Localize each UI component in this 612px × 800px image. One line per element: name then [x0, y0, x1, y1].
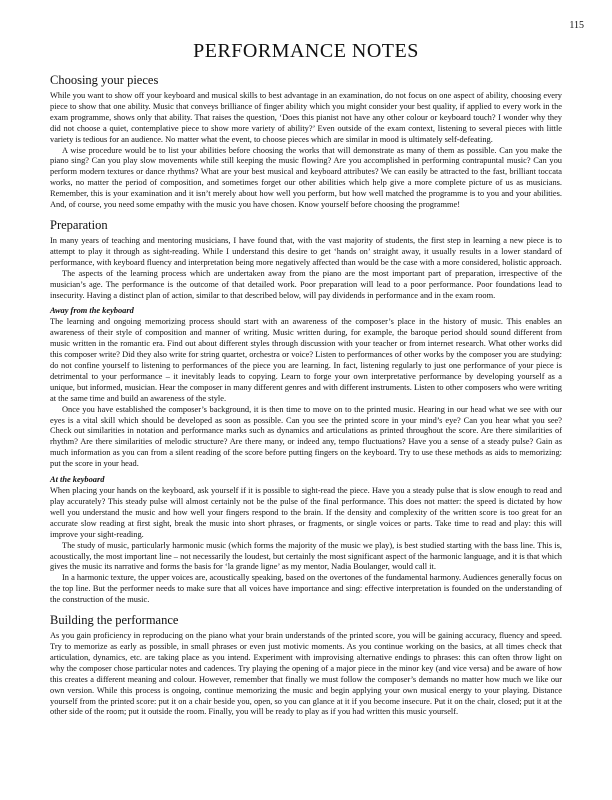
paragraph: As you gain proficiency in reproducing on the piano what your brain understands of the printed score, you will be gaining accuracy, fluency and speed. Try to memorize as early as possible, in small phrases or even just motivic moments. As you continue working on the basics, at all times check that articulation, dynamics, etc. are taking place as you intend. Experiment with improvising alternative endings to phrases: this can often throw light on why the composer chose particular notes and cadences. Try playing the opening of a major piece in the minor key (and vice versa) and be aware of how this creates a different meaning and colour. However, remember that finally we must follow the composer’s demands no matter how much we like our own version. While this process is ongoing, continue memorizing the music and begin applying your own musical energy to your playing. Distance yourself from the printed score: put it on a chair beside you, open, so you can glance at it if you become insecure. Put it on the chair, closed; put it at the other side of the room; put it outside the room. Finally, you will be ready to play as if you had written this music yourself.: [50, 631, 562, 717]
section-preparation: [50, 218, 562, 301]
subsection-at-the-keyboard: [50, 475, 562, 606]
subsection-heading: Away from the keyboard: [50, 306, 134, 316]
subsection-heading: At the keyboard: [50, 475, 105, 485]
paragraph: The study of music, particularly harmonic music (which forms the majority of the music we play), is best studied starting with the bass line. This is, acoustically, the most important line – not necessarily the loudest, but certainly the most significant aspect of the harmonic language, and it is that which gives the music its narrative and forms the basis for ‘la grande ligne’ as my mentor, Nadia Boulanger, would call it.: [50, 540, 562, 572]
page-title: PERFORMANCE NOTES: [193, 40, 419, 62]
paragraph: Once you have established the composer’s background, it is then time to move on to the printed music. Hearing in our head what we see with our eyes is a vital skill which should be developed as soon as possible. Can you see the printed score in your mind’s eye? Can you hear what you see? Check out similarities in notation and performance marks such as dynamics and articulations as printed throughout the score. Are there similarities of rhythm? Are there similarities of melodic structure? Are there many, or indeed any, tempo fluctuations? Have you a sense of a steady pulse? Gain as much information as you can from a silent reading of the score before putting fingers on the keyboard. Try to use these methods as aids to memorizing: put the score in your head.: [50, 404, 562, 469]
section-choosing-your-pieces: [50, 73, 562, 211]
paragraph: When placing your hands on the keyboard, ask yourself if it is possible to sight-read the piece. Have you a steady pulse that is slow enough to read and play accurately? This steady pulse will almost certainly not be the pulse of the final performance. This does not matter: the speed is dictated by how well you understand the music and how well your fingers respond to the brain. If the density and complexity of the written score is too great for an accurate slow reading at first sight, break the music into short phrases, or fragments, or single voices or parts. Take time to read and play: this will improve your sight-reading.: [50, 486, 562, 539]
paragraph: The aspects of the learning process which are undertaken away from the piano are the most important part of preparation, irrespective of the musician’s age. The performance is the outcome of that detailed work. Poor preparation will lead to a poor performance. Poor foundations lead to insecurity. Having a distinct plan of action, similar to that described below, will pay dividends in performance and in the exam room.: [50, 268, 562, 300]
paragraph: In a harmonic texture, the upper voices are, acoustically speaking, based on the overtones of the fundamental harmony. Audiences generally focus on the top line. But the performer needs to make sure that all voices have importance and sing: effective interpretation is founded on the understanding of the construction of the music.: [50, 573, 562, 605]
paragraph: The learning and ongoing memorizing process should start with an awareness of the composer’s place in the history of music. This enables an awareness of their style of composition and manner of writing. Music written during, for example, the baroque period should sound different from music written in the romantic era. Find out about different styles through discussion with your teacher or from internet research. What other works did this composer write? Did they also write for string quartet, orchestra or voice? Listen to performances of other works by the composer you are studying: do not confine yourself to listening to performances of the piece you are learning. In fact, listening regularly to just one performance of your piece is detrimental to your performance – it inevitably leads to copying. Learn to forge your own interpretative performance by developing yourself as a unique, but informed, musician. Hear the composer in many different genres and with different instruments. Listen to other composers who were writing at the same time and build an awareness of the style.: [50, 317, 562, 403]
paragraph: In many years of teaching and mentoring musicians, I have found that, with the vast majority of students, the first step in learning a new piece is to attempt to play it through as sight-reading. While I understand this desire to get ‘hands on’ straight away, it usually results in a lower standard of performance, with keyboard fluency and interpretation being more negatively affected than would be the case with a more considered, holistic approach.: [50, 235, 562, 267]
section-heading: Preparation: [50, 217, 108, 232]
paragraph: While you want to show off your keyboard and musical skills to best advantage in an examination, do not focus on one aspect of ability, choosing every piece to show that one ability. Music that conveys brilliance of finger ability which you might consider your best quality, if applied to every work in the exam programme, shows only that ability. That raises the question, ‘Does this pianist not have any other colour or keyboard touch? I wonder why they did not choose a quiet, contemplative piece to show more variety of ability?’ Even outside of the exam context, listening to several pieces with little variety is tedious for an audience. No matter what the event, to choose pieces which are similar in mood is ultimately self-defeating.: [50, 91, 562, 144]
paragraph: A wise procedure would be to list your abilities before choosing the works that will demonstrate as many of them as possible. Can you make the piano sing? Can you play slow movements while still keeping the music flowing? Are you accomplished in performing contrapuntal music? Can you perform modern textures or dance rhythms? What are your best musical and keyboard attributes? We can easily be attracted to the fast, brilliant toccata works, no matter the period of composition, and sometimes forget our other abilities which help give a more complete picture of us as musicians. Remember, this is your examination and it isn’t merely about how well you perform, but how well matched the programme is to you and your abilities. And, of course, you need some empathy with the music you have chosen. Know yourself before choosing the programme!: [50, 145, 562, 210]
section-building-the-performance: [50, 613, 562, 718]
section-heading: Choosing your pieces: [50, 73, 159, 87]
page-number: 115: [569, 20, 584, 31]
section-heading: Building the performance: [50, 613, 179, 628]
subsection-away-from-the-keyboard: [50, 306, 562, 470]
